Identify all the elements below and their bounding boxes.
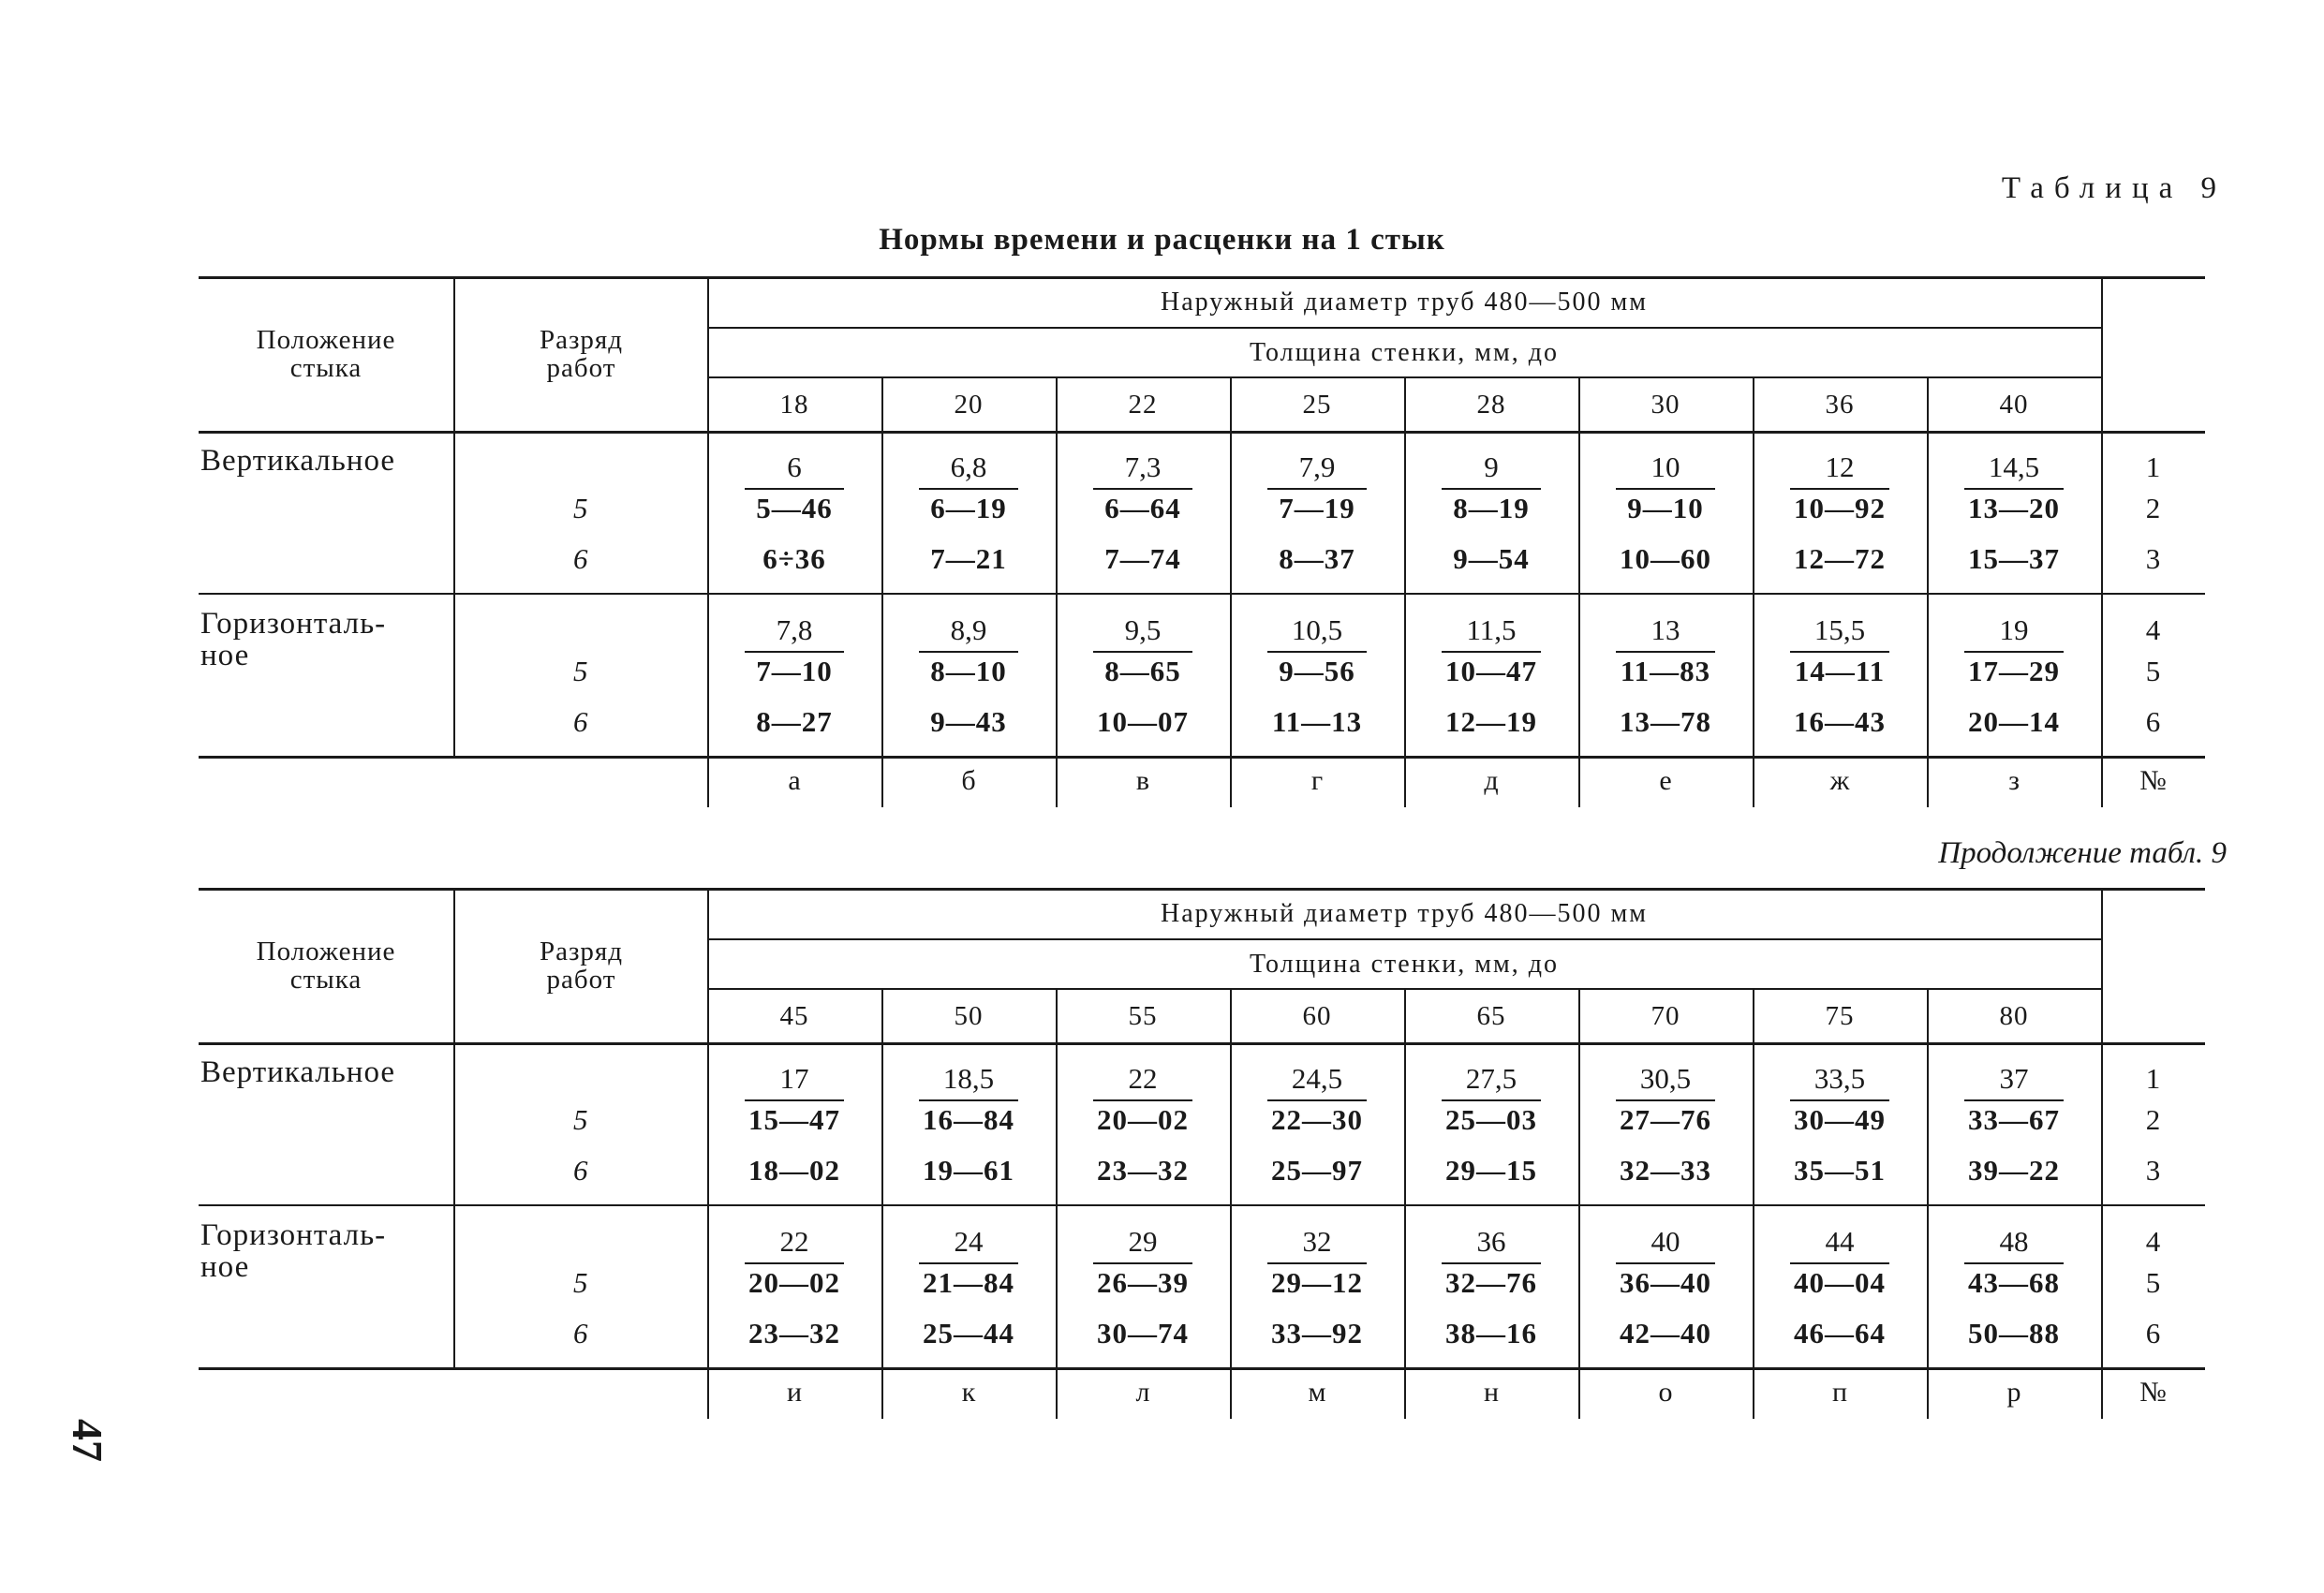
row-number: 4 [2145, 1225, 2161, 1258]
time-norm: 40 [1650, 1225, 1680, 1258]
rate-grade-6: 39—22 [1968, 1154, 2060, 1187]
rate-grade-6: 20—14 [1968, 705, 2060, 738]
norms-table-2 [199, 888, 2205, 1412]
thickness-value: 28 [1476, 389, 1506, 420]
time-norm: 24,5 [1291, 1062, 1343, 1095]
column-letter: е [1659, 765, 1672, 796]
rate-grade-6: 38—16 [1445, 1317, 1537, 1350]
thickness-value: 50 [954, 1000, 984, 1031]
fraction-bar [1267, 651, 1367, 653]
continuation-label: Продолжение табл. 9 [1938, 836, 2227, 870]
rate-grade-6: 11—13 [1271, 705, 1363, 738]
fraction-bar [1267, 1099, 1367, 1101]
fraction-bar [919, 1262, 1018, 1264]
fraction-bar [745, 488, 844, 490]
thickness-value: 60 [1302, 1000, 1332, 1031]
fraction-bar [1616, 1262, 1715, 1264]
time-norm: 6,8 [950, 450, 987, 483]
column-letter: д [1484, 765, 1499, 796]
column-letter: р [2006, 1377, 2021, 1408]
fraction-bar [919, 651, 1018, 653]
fraction-bar [745, 1099, 844, 1101]
fraction-bar [919, 1099, 1018, 1101]
time-norm: 6 [787, 450, 802, 483]
thickness-value: 75 [1825, 1000, 1855, 1031]
rate-grade-6: 23—32 [1097, 1154, 1189, 1187]
column-letter: к [961, 1377, 976, 1408]
row-number: 3 [2145, 542, 2161, 575]
fraction-bar [1093, 1099, 1192, 1101]
position-header-text: Положение стыка [256, 937, 396, 995]
row-number: 2 [2145, 1103, 2161, 1136]
number-label: № [2139, 765, 2167, 796]
fraction-bar [1267, 488, 1367, 490]
time-norm: 29 [1128, 1225, 1158, 1258]
time-norm: 15,5 [1813, 613, 1866, 646]
time-norm: 10 [1650, 450, 1680, 483]
fraction-bar [1442, 651, 1541, 653]
rate-grade-6: 42—40 [1620, 1317, 1711, 1350]
rate-grade-6: 10—07 [1097, 705, 1189, 738]
rate-grade-5: 10—47 [1445, 655, 1537, 687]
time-norm: 33,5 [1813, 1062, 1866, 1095]
group-divider-rule [199, 593, 2205, 595]
time-norm: 7,9 [1298, 450, 1336, 483]
groups-bottom-rule [199, 1367, 2205, 1370]
time-norm: 12 [1825, 450, 1855, 483]
time-norm: 22 [779, 1225, 809, 1258]
fraction-bar [1093, 488, 1192, 490]
time-norm: 9,5 [1124, 613, 1162, 646]
fraction-bar [1093, 1262, 1192, 1264]
row-number: 6 [2145, 1317, 2161, 1350]
group-divider-rule [199, 1204, 2205, 1206]
time-norm: 30,5 [1639, 1062, 1692, 1095]
rate-grade-5: 43—68 [1968, 1266, 2060, 1299]
rate-grade-6: 35—51 [1794, 1154, 1886, 1187]
rate-grade-5: 9—56 [1279, 655, 1355, 687]
fraction-bar [1616, 651, 1715, 653]
rate-grade-5: 5—46 [756, 492, 833, 524]
position-header-text: Положение стыка [256, 325, 396, 383]
position-label: Вертикальное [200, 1055, 396, 1089]
time-norm: 9 [1484, 450, 1499, 483]
rate-grade-6: 8—27 [756, 705, 833, 738]
grade-6: 6 [573, 542, 588, 575]
rate-grade-5: 15—47 [748, 1103, 840, 1136]
column-letter: п [1831, 1377, 1848, 1408]
fraction-bar [1442, 488, 1541, 490]
fraction-bar [1093, 651, 1192, 653]
grade-header [455, 888, 707, 1043]
fraction-bar [1616, 488, 1715, 490]
norms-table-1 [199, 276, 2205, 801]
rate-grade-6: 12—72 [1794, 542, 1886, 575]
rate-grade-5: 30—49 [1794, 1103, 1886, 1136]
thickness-value: 30 [1650, 389, 1680, 420]
rate-grade-6: 46—64 [1794, 1317, 1886, 1350]
thickness-value: 20 [954, 389, 984, 420]
position-header [199, 276, 453, 432]
rate-grade-6: 16—43 [1794, 705, 1886, 738]
rate-grade-5: 13—20 [1968, 492, 2060, 524]
fraction-bar [1964, 1262, 2064, 1264]
grade-header-text: Разряд работ [539, 937, 624, 995]
fraction-bar [745, 1262, 844, 1264]
rate-grade-5: 6—64 [1104, 492, 1181, 524]
column-letter: и [786, 1377, 803, 1408]
grade-6: 6 [573, 1317, 588, 1350]
rate-grade-6: 7—21 [930, 542, 1007, 575]
rate-grade-5: 33—67 [1968, 1103, 2060, 1136]
thickness-header: Толщина стенки, мм, до [1250, 337, 1559, 367]
position-header [199, 888, 453, 1043]
column-letter: г [1310, 765, 1324, 796]
rate-grade-5: 22—30 [1271, 1103, 1363, 1136]
row-number: 3 [2145, 1154, 2161, 1187]
rate-grade-5: 11—83 [1620, 655, 1711, 687]
rate-grade-5: 20—02 [1097, 1103, 1189, 1136]
time-norm: 19 [1999, 613, 2029, 646]
rate-grade-5: 7—10 [756, 655, 833, 687]
rate-grade-6: 30—74 [1097, 1317, 1189, 1350]
rate-grade-6: 32—33 [1620, 1154, 1711, 1187]
rate-grade-5: 32—76 [1445, 1266, 1537, 1299]
time-norm: 36 [1476, 1225, 1506, 1258]
fraction-bar [745, 651, 844, 653]
rate-grade-6: 33—92 [1271, 1317, 1363, 1350]
table-label: Таблица 9 [2001, 171, 2227, 205]
rate-grade-6: 6÷36 [762, 542, 826, 575]
rate-grade-6: 9—43 [930, 705, 1007, 738]
thickness-value: 65 [1476, 1000, 1506, 1031]
column-letter: б [961, 765, 976, 796]
rate-grade-5: 36—40 [1620, 1266, 1711, 1299]
row-number: 1 [2145, 450, 2161, 483]
rate-grade-5: 26—39 [1097, 1266, 1189, 1299]
rate-grade-6: 13—78 [1620, 705, 1711, 738]
row-number: 6 [2145, 705, 2161, 738]
column-letter: м [1308, 1377, 1326, 1408]
rate-grade-5: 6—19 [930, 492, 1007, 524]
rate-grade-6: 10—60 [1620, 542, 1711, 575]
grade-5: 5 [573, 1266, 588, 1299]
table-title: Нормы времени и расценки на 1 стык [879, 223, 1445, 257]
grade-5: 5 [573, 655, 588, 687]
fraction-bar [1790, 488, 1889, 490]
rate-grade-5: 27—76 [1620, 1103, 1711, 1136]
rate-grade-6: 12—19 [1445, 705, 1537, 738]
fraction-bar [1964, 488, 2064, 490]
position-label: Горизонталь-ное [200, 607, 387, 672]
fraction-bar [919, 488, 1018, 490]
time-norm: 18,5 [942, 1062, 995, 1095]
rate-grade-5: 9—10 [1627, 492, 1704, 524]
rate-grade-6: 15—37 [1968, 542, 2060, 575]
time-norm: 24 [954, 1225, 984, 1258]
fraction-bar [1964, 651, 2064, 653]
fraction-bar [1790, 1099, 1889, 1101]
time-norm: 27,5 [1465, 1062, 1517, 1095]
row-number: 5 [2145, 655, 2161, 687]
rate-grade-5: 16—84 [923, 1103, 1014, 1136]
rate-grade-5: 8—65 [1104, 655, 1181, 687]
rate-grade-6: 25—44 [923, 1317, 1014, 1350]
rate-grade-5: 10—92 [1794, 492, 1886, 524]
thickness-value: 25 [1302, 389, 1332, 420]
column-letter: а [788, 765, 801, 796]
thickness-value: 45 [779, 1000, 809, 1031]
position-label: Вертикальное [200, 444, 396, 478]
column-letter: ж [1829, 765, 1850, 796]
thickness-value: 18 [779, 389, 809, 420]
rate-grade-6: 19—61 [923, 1154, 1014, 1187]
time-norm: 44 [1825, 1225, 1855, 1258]
row-number: 4 [2145, 613, 2161, 646]
thickness-value: 55 [1128, 1000, 1158, 1031]
row-number: 5 [2145, 1266, 2161, 1299]
time-norm: 8,9 [950, 613, 987, 646]
time-norm: 7,3 [1124, 450, 1162, 483]
rate-grade-6: 50—88 [1968, 1317, 2060, 1350]
fraction-bar [1790, 1262, 1889, 1264]
fraction-bar [1442, 1262, 1541, 1264]
time-norm: 10,5 [1291, 613, 1343, 646]
time-norm: 7,8 [776, 613, 813, 646]
fraction-bar [1267, 1262, 1367, 1264]
rate-grade-5: 8—19 [1453, 492, 1530, 524]
page-number: 47 [64, 1419, 111, 1462]
rate-grade-5: 17—29 [1968, 655, 2060, 687]
fraction-bar [1442, 1099, 1541, 1101]
thickness-header: Толщина стенки, мм, до [1250, 949, 1559, 979]
diameter-header: Наружный диаметр труб 480—500 мм [1161, 288, 1648, 317]
groups-bottom-rule [199, 756, 2205, 759]
time-norm: 13 [1650, 613, 1680, 646]
time-norm: 22 [1128, 1062, 1158, 1095]
grade-header [455, 276, 707, 432]
column-letter: з [2008, 765, 2020, 796]
time-norm: 14,5 [1988, 450, 2040, 483]
rate-grade-5: 14—11 [1794, 655, 1886, 687]
grade-6: 6 [573, 705, 588, 738]
rate-grade-6: 8—37 [1279, 542, 1355, 575]
fraction-bar [1964, 1099, 2064, 1101]
time-norm: 32 [1302, 1225, 1332, 1258]
thickness-value: 22 [1128, 389, 1158, 420]
rate-grade-5: 7—19 [1279, 492, 1355, 524]
rate-grade-6: 23—32 [748, 1317, 840, 1350]
column-letter: л [1135, 1377, 1150, 1408]
column-letter: н [1483, 1377, 1500, 1408]
fraction-bar [1790, 651, 1889, 653]
number-label: № [2139, 1377, 2167, 1408]
grade-5: 5 [573, 1103, 588, 1136]
thickness-value: 36 [1825, 389, 1855, 420]
diameter-header: Наружный диаметр труб 480—500 мм [1161, 899, 1648, 928]
time-norm: 11,5 [1466, 613, 1517, 646]
grade-5: 5 [573, 492, 588, 524]
column-letter: о [1658, 1377, 1673, 1408]
grade-header-text: Разряд работ [539, 325, 624, 383]
rate-grade-5: 8—10 [930, 655, 1007, 687]
rate-grade-6: 7—74 [1104, 542, 1181, 575]
rate-grade-6: 29—15 [1445, 1154, 1537, 1187]
rate-grade-6: 18—02 [748, 1154, 840, 1187]
rate-grade-5: 20—02 [748, 1266, 840, 1299]
thickness-value: 80 [1999, 1000, 2029, 1031]
thickness-value: 40 [1999, 389, 2029, 420]
rate-grade-6: 25—97 [1271, 1154, 1363, 1187]
position-label: Горизонталь-ное [200, 1218, 387, 1284]
column-letter: в [1135, 765, 1150, 796]
time-norm: 37 [1999, 1062, 2029, 1095]
row-number: 1 [2145, 1062, 2161, 1095]
thickness-value: 70 [1650, 1000, 1680, 1031]
rate-grade-5: 29—12 [1271, 1266, 1363, 1299]
rate-grade-5: 25—03 [1445, 1103, 1537, 1136]
rate-grade-6: 9—54 [1453, 542, 1530, 575]
grade-6: 6 [573, 1154, 588, 1187]
fraction-bar [1616, 1099, 1715, 1101]
time-norm: 17 [779, 1062, 809, 1095]
time-norm: 48 [1999, 1225, 2029, 1258]
rate-grade-5: 40—04 [1794, 1266, 1886, 1299]
row-number: 2 [2145, 492, 2161, 524]
rate-grade-5: 21—84 [923, 1266, 1014, 1299]
